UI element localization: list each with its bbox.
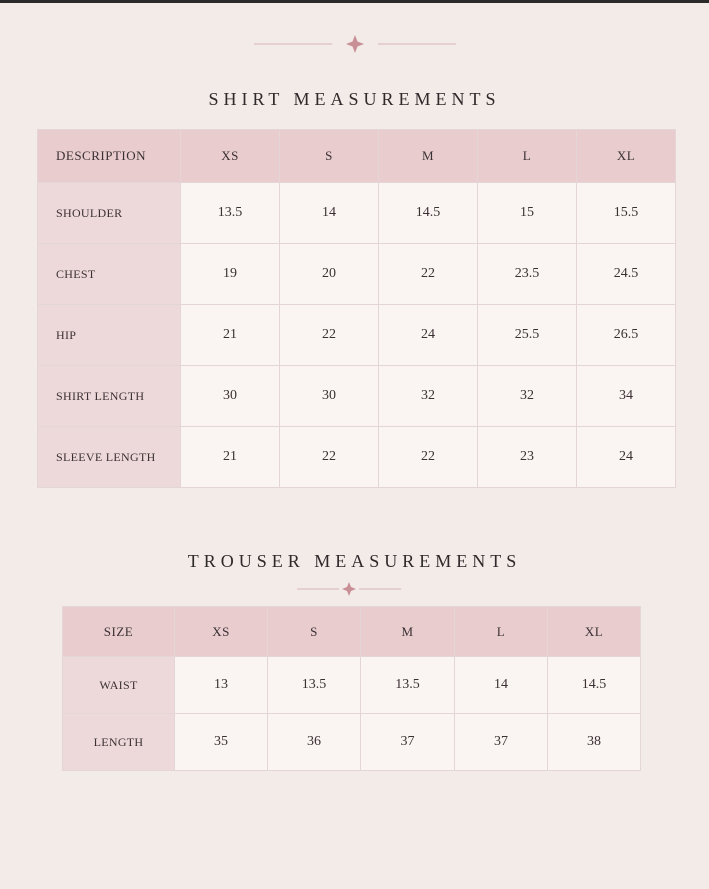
- table-cell: 19: [181, 244, 280, 305]
- table-cell: 15: [478, 183, 577, 244]
- table-row: [38, 305, 676, 366]
- sparkle-divider-icon: [295, 580, 405, 598]
- table-cell: 26.5: [577, 305, 676, 366]
- header-cell: XS: [181, 130, 280, 183]
- table-cell: 20: [280, 244, 379, 305]
- row-label: SLEEVE LENGTH: [38, 427, 181, 488]
- table-cell: 21: [181, 305, 280, 366]
- shirt-section-title: SHIRT MEASUREMENTS: [208, 89, 501, 109]
- header-cell: XL: [548, 607, 641, 657]
- trouser-measurements-table: [62, 606, 641, 771]
- table-cell: 23.5: [478, 244, 577, 305]
- table-row: [38, 366, 676, 427]
- table-cell: 35: [175, 714, 268, 771]
- header-cell: L: [478, 130, 577, 183]
- table-cell: 37: [455, 714, 548, 771]
- table-cell: 22: [379, 244, 478, 305]
- header-cell: L: [455, 607, 548, 657]
- table-header-row: [38, 130, 676, 183]
- table-cell: 14.5: [548, 657, 641, 714]
- trouser-section-title: TROUSER MEASUREMENTS: [187, 551, 522, 571]
- header-cell: DESCRIPTION: [38, 130, 181, 183]
- row-label: WAIST: [63, 657, 175, 714]
- table-cell: 13.5: [181, 183, 280, 244]
- table-row: [63, 657, 641, 714]
- table-cell: 13.5: [361, 657, 455, 714]
- table-cell: 24: [577, 427, 676, 488]
- table-cell: 24.5: [577, 244, 676, 305]
- table-cell: 38: [548, 714, 641, 771]
- shirt-measurements-table: [37, 129, 676, 488]
- table-cell: 37: [361, 714, 455, 771]
- header-cell: M: [379, 130, 478, 183]
- table-row: [63, 714, 641, 771]
- header-cell: XS: [175, 607, 268, 657]
- header-cell: S: [268, 607, 361, 657]
- row-label: SHOULDER: [38, 183, 181, 244]
- table-cell: 30: [181, 366, 280, 427]
- table-cell: 32: [478, 366, 577, 427]
- table-cell: 14.5: [379, 183, 478, 244]
- table-cell: 22: [280, 305, 379, 366]
- table-cell: 22: [379, 427, 478, 488]
- table-cell: 15.5: [577, 183, 676, 244]
- table-cell: 32: [379, 366, 478, 427]
- table-header-row: [63, 607, 641, 657]
- table-cell: 22: [280, 427, 379, 488]
- table-row: [38, 183, 676, 244]
- row-label: SHIRT LENGTH: [38, 366, 181, 427]
- top-border: [0, 0, 709, 3]
- row-label: HIP: [38, 305, 181, 366]
- sparkle-divider-icon: [250, 34, 460, 54]
- header-cell: XL: [577, 130, 676, 183]
- table-row: [38, 244, 676, 305]
- row-label: LENGTH: [63, 714, 175, 771]
- table-cell: 14: [280, 183, 379, 244]
- row-label: CHEST: [38, 244, 181, 305]
- table-cell: 34: [577, 366, 676, 427]
- table-row: [38, 427, 676, 488]
- header-cell: S: [280, 130, 379, 183]
- table-cell: 24: [379, 305, 478, 366]
- header-cell: M: [361, 607, 455, 657]
- table-cell: 30: [280, 366, 379, 427]
- header-cell: SIZE: [63, 607, 175, 657]
- table-cell: 13.5: [268, 657, 361, 714]
- table-cell: 25.5: [478, 305, 577, 366]
- table-cell: 21: [181, 427, 280, 488]
- table-cell: 23: [478, 427, 577, 488]
- table-cell: 13: [175, 657, 268, 714]
- table-cell: 14: [455, 657, 548, 714]
- table-cell: 36: [268, 714, 361, 771]
